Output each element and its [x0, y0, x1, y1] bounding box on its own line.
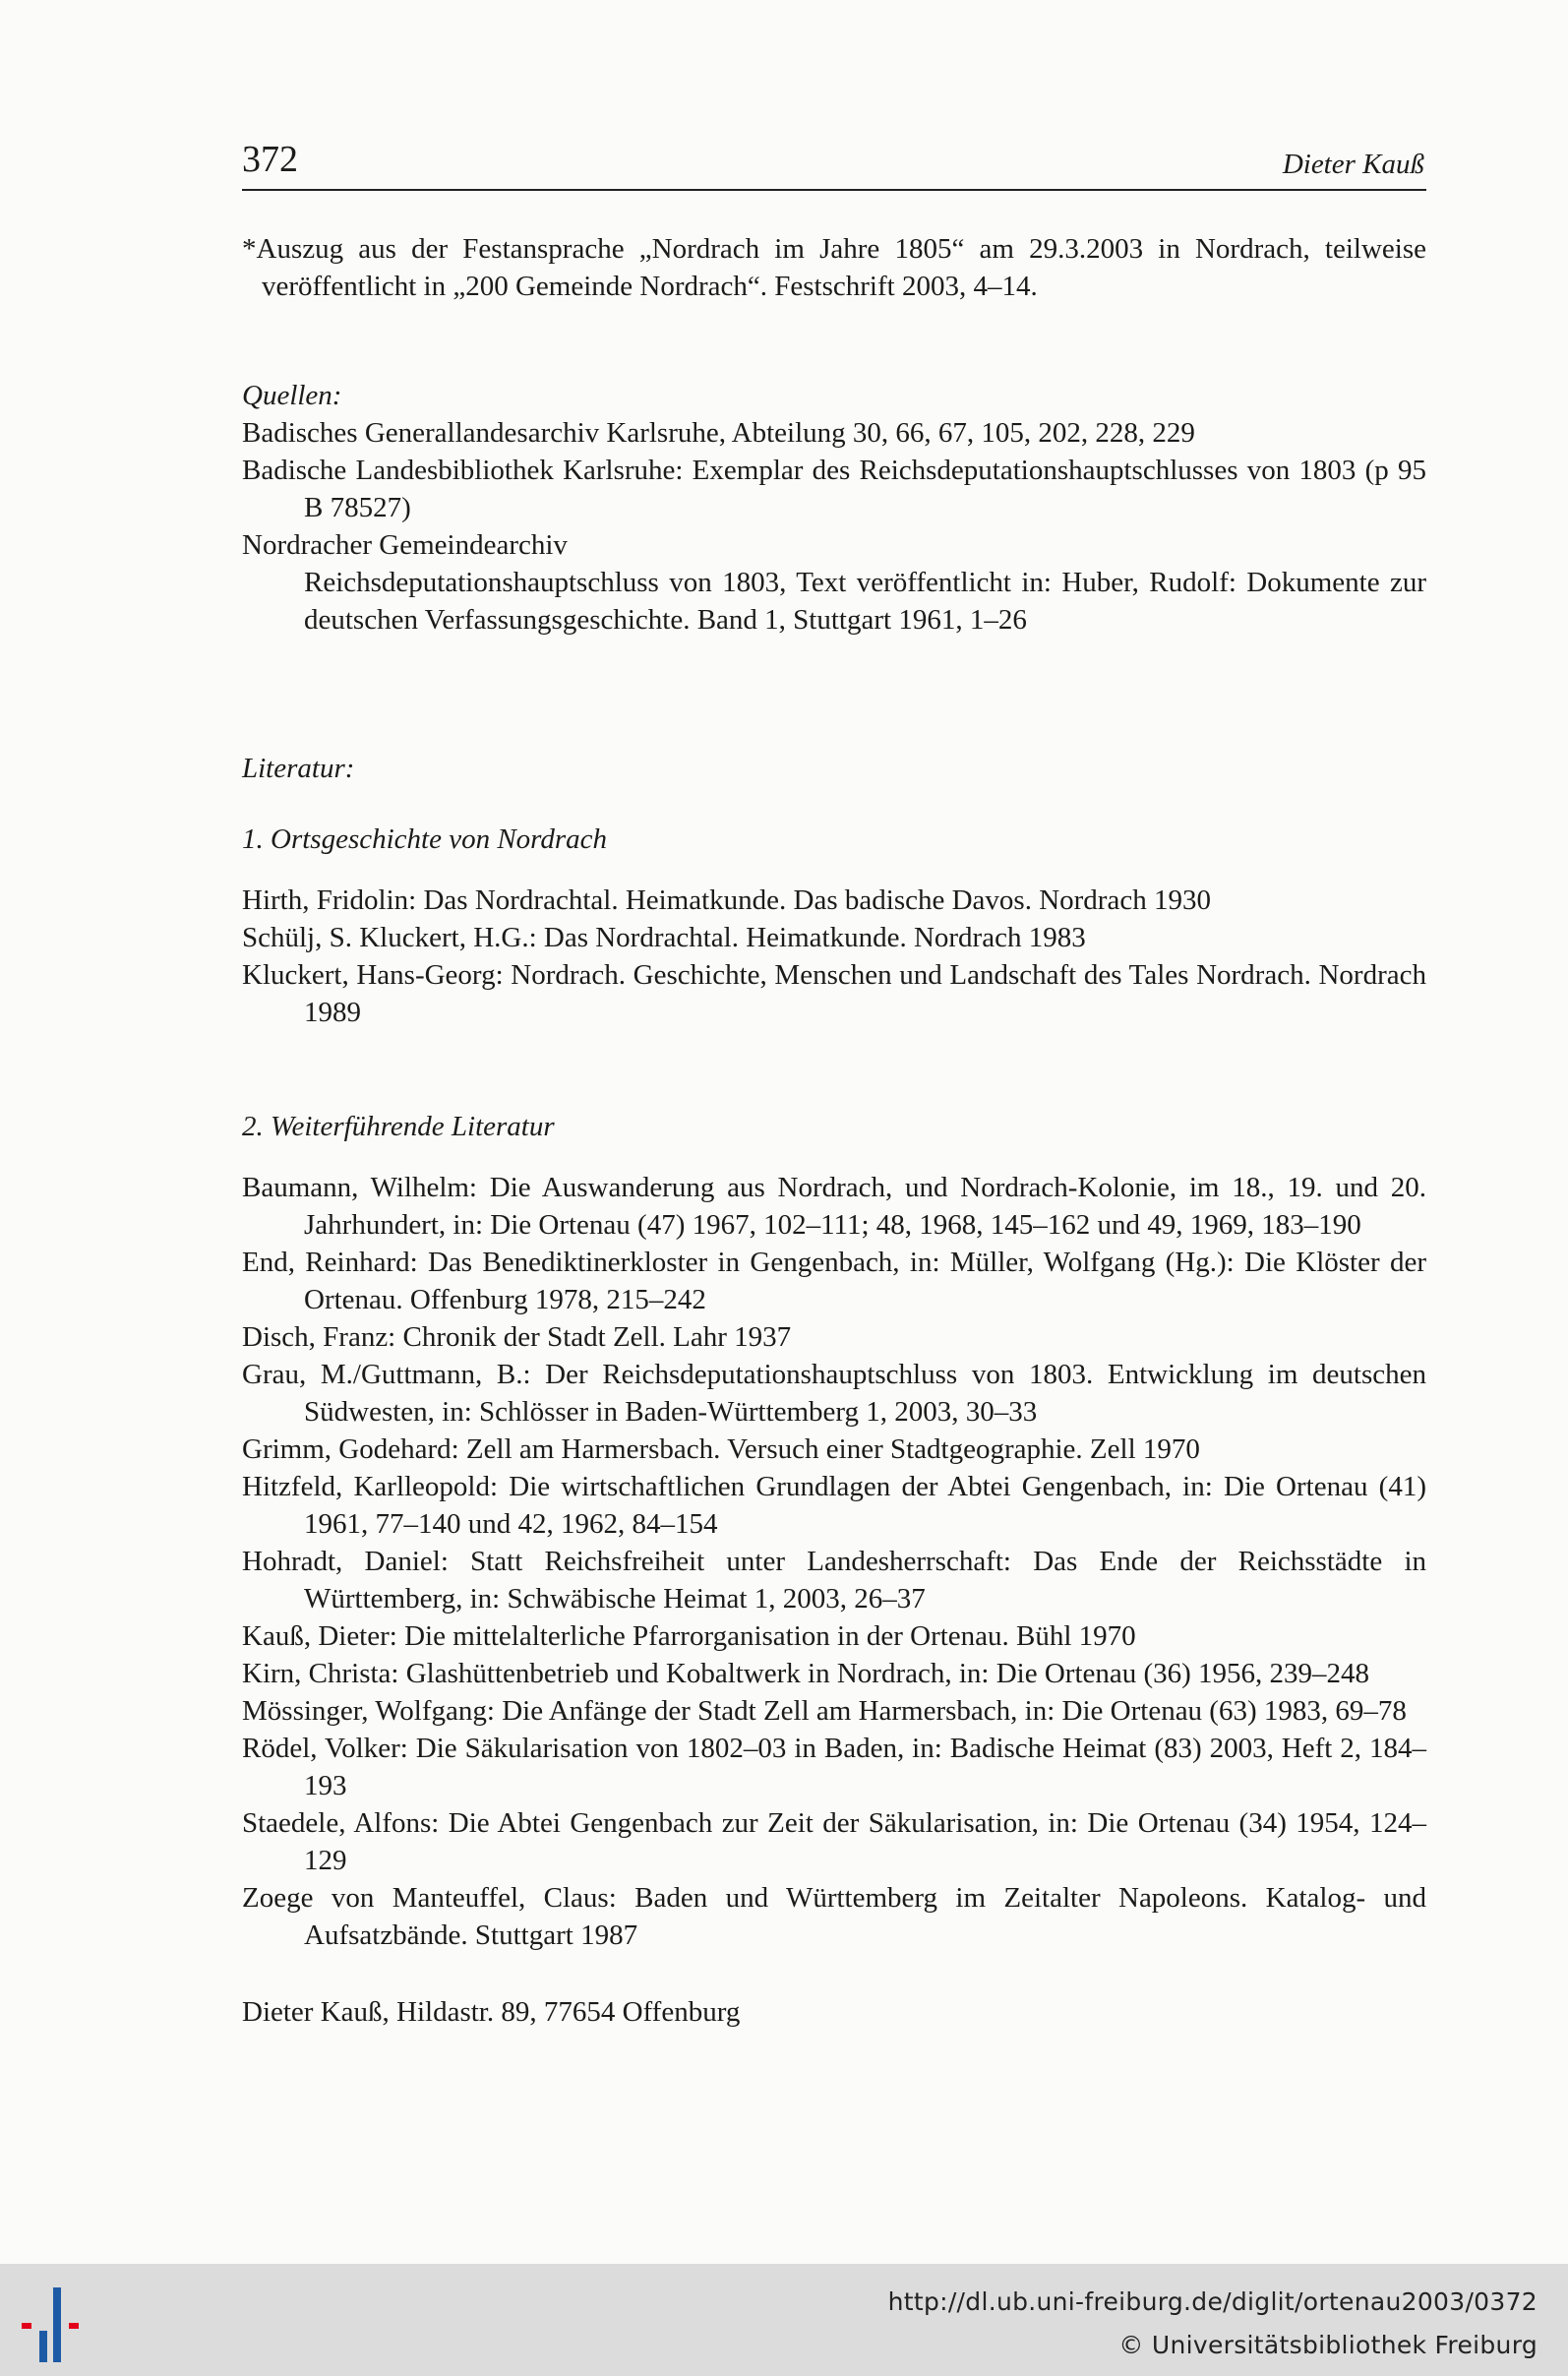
section-heading-local-history: 1. Ortsgeschichte von Nordrach [242, 823, 608, 855]
further-literature-list [242, 1169, 1426, 1954]
author-address: Dieter Kauß, Hildastr. 89, 77654 Offenburg [242, 1996, 741, 2028]
bibliography-entry: End, Reinhard: Das Benediktinerkloster in Gengenbach, in: Müller, Wolfgang (Hg.): Die Klöster der Ortenau. Offenburg 1978, 215–242 [242, 1247, 1426, 1315]
bibliography-entry: Kauß, Dieter: Die mittelalterliche Pfarrorganisation in der Ortenau. Bühl 1970 [242, 1620, 1136, 1652]
section-heading-further-literature: 2. Weiterführende Literatur [242, 1111, 555, 1142]
source-entry: Nordracher Gemeindearchiv [242, 529, 568, 561]
bibliography-entry: Zoege von Manteuffel, Claus: Baden und Württemberg im Zeitalter Napoleons. Katalog- und Aufsatzbände. Stuttgart 1987 [242, 1882, 1426, 1951]
source-entry: Badisches Generallandesarchiv Karlsruhe, Abteilung 30, 66, 67, 105, 202, 228, 229 [242, 417, 1195, 449]
local-history-list [242, 882, 1426, 1031]
bibliography-entry: Grimm, Godehard: Zell am Harmersbach. Versuch einer Stadtgeographie. Zell 1970 [242, 1433, 1200, 1465]
book-page [242, 138, 1426, 2031]
page-content [242, 191, 1426, 2031]
bibliography-entry: Hitzfeld, Karlleopold: Die wirtschaftlichen Grundlagen der Abtei Gengenbach, in: Die Ortenau (41) 1961, 77–140 und 42, 1962, 84–154 [242, 1471, 1426, 1540]
page-number: 372 [242, 139, 298, 180]
bibliography-entry: Rödel, Volker: Die Säkularisation von 1802–03 in Baden, in: Badische Heimat (83) 2003, Heft 2, 184–193 [242, 1733, 1426, 1801]
source-entry: Badische Landesbibliothek Karlsruhe: Exemplar des Reichsdeputationshauptschlusses von 1803 (p 95 B 78527) [242, 455, 1426, 523]
bibliography-entry: Baumann, Wilhelm: Die Auswanderung aus Nordrach, und Nordrach-Kolonie, im 18., 19. und 20. Jahrhundert, in: Die Ortenau (47) 1967, 102–111; 48, 1968, 145–162 und 49, 1969, 183–190 [242, 1172, 1426, 1241]
bibliography-entry: Hohradt, Daniel: Statt Reichsfreiheit unter Landesherrschaft: Das Ende der Reichsstädte in Württemberg, in: Schwäbische Heimat 1, 2003, 26–37 [242, 1546, 1426, 1614]
bibliography-entry: Kirn, Christa: Glashüttenbetrieb und Kobaltwerk in Nordrach, in: Die Ortenau (36) 1956, 239–248 [242, 1658, 1370, 1689]
source-sub-entry: Reichsdeputationshauptschluss von 1803, Text veröffentlicht in: Huber, Rudolf: Dokumente zur deutschen Verfassungsgeschichte. Band 1, Stuttgart 1961, 1–26 [304, 567, 1426, 636]
bibliography-entry: Mössinger, Wolfgang: Die Anfänge der Stadt Zell am Harmersbach, in: Die Ortenau (63) 1983, 69–78 [242, 1695, 1407, 1727]
literature-heading: Literatur: [242, 753, 355, 784]
permalink-url[interactable]: http://dl.ub.uni-freiburg.de/diglit/ortenau2003/0372 [887, 2287, 1538, 2316]
bibliography-entry: Schülj, S. Kluckert, H.G.: Das Nordrachtal. Heimatkunde. Nordrach 1983 [242, 922, 1086, 953]
footnote: *Auszug aus der Festansprache „Nordrach im Jahre 1805“ am 29.3.2003 in Nordrach, teilweise veröffentlicht in „200 Gemeinde Nordrach“. Festschrift 2003, 4–14. [242, 233, 1426, 302]
library-footer-bar [0, 2264, 1568, 2376]
ub-freiburg-logo-icon[interactable] [20, 2285, 102, 2364]
sources-list [242, 414, 1426, 639]
page-header [242, 138, 1426, 191]
bibliography-entry: Kluckert, Hans-Georg: Nordrach. Geschichte, Menschen und Landschaft des Tales Nordrach. Nordrach 1989 [242, 959, 1426, 1028]
bibliography-entry: Staedele, Alfons: Die Abtei Gengenbach zur Zeit der Säkularisation, in: Die Ortenau (34) 1954, 124–129 [242, 1807, 1426, 1876]
sources-heading: Quellen: [242, 380, 342, 411]
running-head-author: Dieter Kauß [1282, 149, 1424, 180]
bibliography-entry: Disch, Franz: Chronik der Stadt Zell. Lahr 1937 [242, 1321, 792, 1353]
bibliography-entry: Hirth, Fridolin: Das Nordrachtal. Heimatkunde. Das badische Davos. Nordrach 1930 [242, 884, 1211, 916]
bibliography-entry: Grau, M./Guttmann, B.: Der Reichsdeputationshauptschluss von 1803. Entwicklung im deutschen Südwesten, in: Schlösser in Baden-Württemberg 1, 2003, 30–33 [242, 1359, 1426, 1428]
copyright-notice: © Universitätsbibliothek Freiburg [1118, 2331, 1538, 2359]
